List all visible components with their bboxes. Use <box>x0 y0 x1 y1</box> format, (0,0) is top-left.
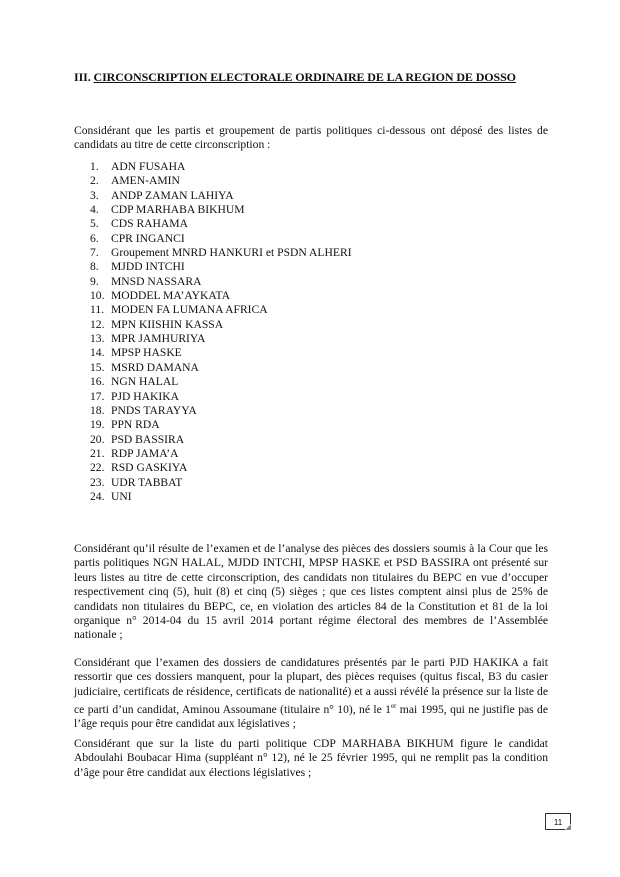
list-item-number: 12. <box>90 317 105 331</box>
paragraph-pjd-hakika <box>74 656 548 732</box>
list-item <box>90 490 352 504</box>
list-item <box>90 189 352 203</box>
list-item <box>90 160 352 174</box>
list-item-name: PNDS TARAYYA <box>111 403 197 417</box>
list-item-name: CDS RAHAMA <box>111 217 188 231</box>
list-item <box>90 476 352 490</box>
list-item <box>90 390 352 404</box>
list-item-name: MODDEL MA’AYKATA <box>111 289 230 303</box>
list-item <box>90 332 352 346</box>
list-item-number: 6. <box>90 231 99 245</box>
list-item-number: 16. <box>90 375 105 389</box>
ordinal-superscript: er <box>390 702 397 711</box>
list-item <box>90 246 352 260</box>
list-item-number: 15. <box>90 360 105 374</box>
list-item <box>90 346 352 360</box>
list-item <box>90 203 352 217</box>
list-item-name: ANDP ZAMAN LAHIYA <box>111 188 234 202</box>
list-item-name: RSD GASKIYA <box>111 461 188 475</box>
list-item-number: 19. <box>90 418 105 432</box>
list-item-name: MSRD DAMANA <box>111 360 199 374</box>
section-heading <box>74 70 554 85</box>
party-list <box>90 160 352 504</box>
list-item <box>90 461 352 475</box>
list-item <box>90 375 352 389</box>
list-item-number: 3. <box>90 188 99 202</box>
list-item <box>90 217 352 231</box>
list-item-name: MPSP HASKE <box>111 346 182 360</box>
list-item-number: 20. <box>90 432 105 446</box>
list-item-name: PPN RDA <box>111 418 160 432</box>
list-item-name: MNSD NASSARA <box>111 274 202 288</box>
list-item-number: 13. <box>90 332 105 346</box>
list-item-number: 22. <box>90 461 105 475</box>
list-item-name: UDR TABBAT <box>111 475 183 489</box>
list-item-number: 17. <box>90 389 105 403</box>
list-item <box>90 232 352 246</box>
list-item-name: MPN KIISHIN KASSA <box>111 317 224 331</box>
list-item <box>90 260 352 274</box>
list-item-name: MJDD INTCHI <box>111 260 185 274</box>
paragraph-bepc: Considérant qu’il résulte de l’examen et de l’analyse des pièces des dossiers soumis à la Cour que les partis politiques NGN HALAL, MJDD INTCHI, MPSP HASKE et PSD BASSIRA ont présenté sur leurs listes au titre de cette circonscription, des candidats non titulaires du BEPC en vue d’occuper respectivement cinq (5), huit (8) et cinq (5) sièges ; que ces listes comptent ainsi plus de 25% de candidats non titulaires du BEPC, ce, en violation des articles 84 de la Constitution et 81 de la loi organique n° 2014-04 du 15 avril 2014 portant régime électoral des membres de l’Assemblée nationale ; <box>74 542 548 642</box>
list-item <box>90 447 352 461</box>
list-item <box>90 318 352 332</box>
list-item-name: ADN FUSAHA <box>111 160 186 173</box>
paragraph-cdp-marhaba: Considérant que sur la liste du parti politique CDP MARHABA BIKHUM figure le candidat Abdoulahi Boubacar Hima (suppléant n° 12), né le 25 février 1995, qui ne remplit pas la condition d’âge pour être candidat aux élections législatives ; <box>74 737 548 779</box>
paragraph-pjd-text: Considérant que l’examen des dossiers de candidatures présentés par le parti PJD HAKIKA a fait ressortir que ces dossiers manquent, pour la plupart, des pièces requises (quitus fiscal, B3 du casier judiciaire, certificats de résidence, certificats de nationalité) et a aussi révélé la présence sur la liste de ce parti d’un candidat, Aminou Assoumane (titulaire n° 10), né le 1 <box>74 656 548 717</box>
list-item-name: AMEN-AMIN <box>111 174 180 188</box>
list-item-name: NGN HALAL <box>111 375 179 389</box>
list-item-number: 1. <box>90 160 99 173</box>
list-item <box>90 404 352 418</box>
section-title: CIRCONSCRIPTION ELECTORALE ORDINAIRE DE LA REGION DE DOSSO <box>93 70 516 84</box>
list-item-number: 2. <box>90 174 99 188</box>
list-item-number: 11. <box>90 303 105 317</box>
list-item-number: 21. <box>90 446 105 460</box>
list-item-name: MPR JAMHURIYA <box>111 332 206 346</box>
list-item <box>90 303 352 317</box>
paragraph-pjd-text-end: mai 1995, qui ne justifie pas de l’âge requis pour être candidat aux législatives ; <box>74 703 549 731</box>
list-item-number: 23. <box>90 475 105 489</box>
list-item-number: 14. <box>90 346 105 360</box>
list-item-name: MODEN FA LUMANA AFRICA <box>111 303 268 317</box>
list-item-name: CDP MARHABA BIKHUM <box>111 203 245 217</box>
list-item-name: UNI <box>111 489 132 503</box>
list-item-number: 5. <box>90 217 99 231</box>
list-item <box>90 433 352 447</box>
list-item <box>90 289 352 303</box>
list-item-name: Groupement MNRD HANKURI et PSDN ALHERI <box>111 246 352 260</box>
list-item-name: CPR INGANCI <box>111 231 185 245</box>
list-item-name: PJD HAKIKA <box>111 389 179 403</box>
list-item <box>90 418 352 432</box>
list-item-number: 7. <box>90 246 99 260</box>
intro-paragraph: Considérant que les partis et groupement de partis politiques ci-dessous ont déposé des listes de candidats au titre de cette circonscription : <box>74 124 548 152</box>
list-item <box>90 174 352 188</box>
list-item-number: 4. <box>90 203 99 217</box>
list-item-number: 9. <box>90 274 99 288</box>
list-item-number: 24. <box>90 489 105 503</box>
list-item <box>90 361 352 375</box>
list-item-name: RDP JAMA’A <box>111 446 179 460</box>
section-number: III. <box>74 70 94 84</box>
list-item-name: PSD BASSIRA <box>111 432 185 446</box>
list-item-number: 8. <box>90 260 99 274</box>
page-number-box <box>545 813 571 830</box>
list-item <box>90 275 352 289</box>
page-number: 11 <box>553 818 563 827</box>
list-item-number: 10. <box>90 289 105 303</box>
list-item-number: 18. <box>90 403 105 417</box>
